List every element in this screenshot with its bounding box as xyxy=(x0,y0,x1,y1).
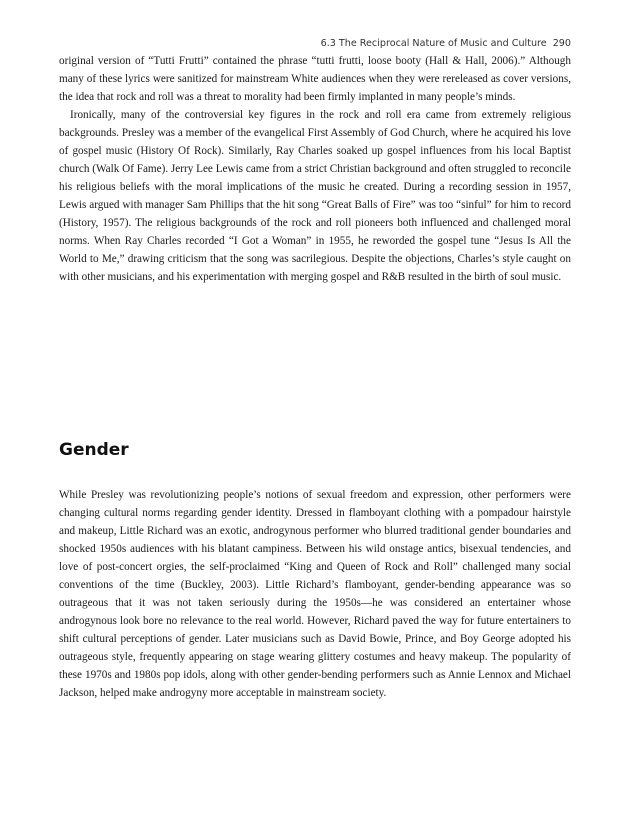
running-head xyxy=(321,38,571,49)
page-number: 290 xyxy=(552,38,571,49)
paragraph-continuation: original version of “Tutti Frutti” contained the phrase “tutti frutti, loose booty (Hall & Hall, 2006).” Although many of these lyrics were sanitized for mainstream White audiences when they were rereleased as cover versions, the idea that rock and roll was a threat to morality had been firmly implanted in many people’s minds. xyxy=(59,55,571,103)
paragraph-religious-backgrounds: Ironically, many of the controversial key figures in the rock and roll era came from extremely religious backgrounds. Presley was a member of the evangelical First Assembly of God Church, where he acquired his love of gospel music (History Of Rock). Similarly, Ray Charles soaked up gospel influences from his local Baptist church (Walk Of Fame). Jerry Lee Lewis came from a strict Christian background and often struggled to reconcile his religious beliefs with the moral implications of the music he created. During a recording session in 1957, Lewis argued with manager Sam Phillips that the hit song “Great Balls of Fire” was too “sinful” for him to record (History, 1957). The religious backgrounds of the rock and roll pioneers both influenced and challenged moral norms. When Ray Charles recorded “I Got a Woman” in 1955, he reworded the gospel tune “Jesus Is All the World to Me,” drawing criticism that the song was sacrilegious. Despite the objections, Charles’s style caught on with other musicians, and his experimentation with merging gospel and R&B resulted in the birth of soul music. xyxy=(59,109,571,283)
section-heading-gender: Gender xyxy=(59,440,129,460)
paragraph-gender: While Presley was revolutionizing people’s notions of sexual freedom and expression, other performers were changing cultural norms regarding gender identity. Dressed in flamboyant clothing with a pompadour hairstyle and makeup, Little Richard was an exotic, androgynous performer who blurred traditional gender boundaries and shocked 1950s audiences with his blatant campiness. Between his wild onstage antics, bisexual tendencies, and love of post-concert orgies, the self-proclaimed “King and Queen of Rock and Roll” challenged many social conventions of the time (Buckley, 2003). Little Richard’s flamboyant, gender-bending appearance was so outrageous that it was not taken seriously during the 1950s—he was considered an entertainer whose androgynous look bore no relevance to the real world. However, Richard paved the way for future entertainers to shift cultural perceptions of gender. Later musicians such as David Bowie, Prince, and Boy George adopted his outrageous style, frequently appearing on stage wearing glittery costumes and heavy makeup. The popularity of these 1970s and 1980s pop idols, along with other gender-bending performers such as Annie Lennox and Michael Jackson, helped make androgyny more acceptable in mainstream society. xyxy=(59,489,571,699)
running-head-section: 6.3 The Reciprocal Nature of Music and Culture xyxy=(320,38,547,49)
